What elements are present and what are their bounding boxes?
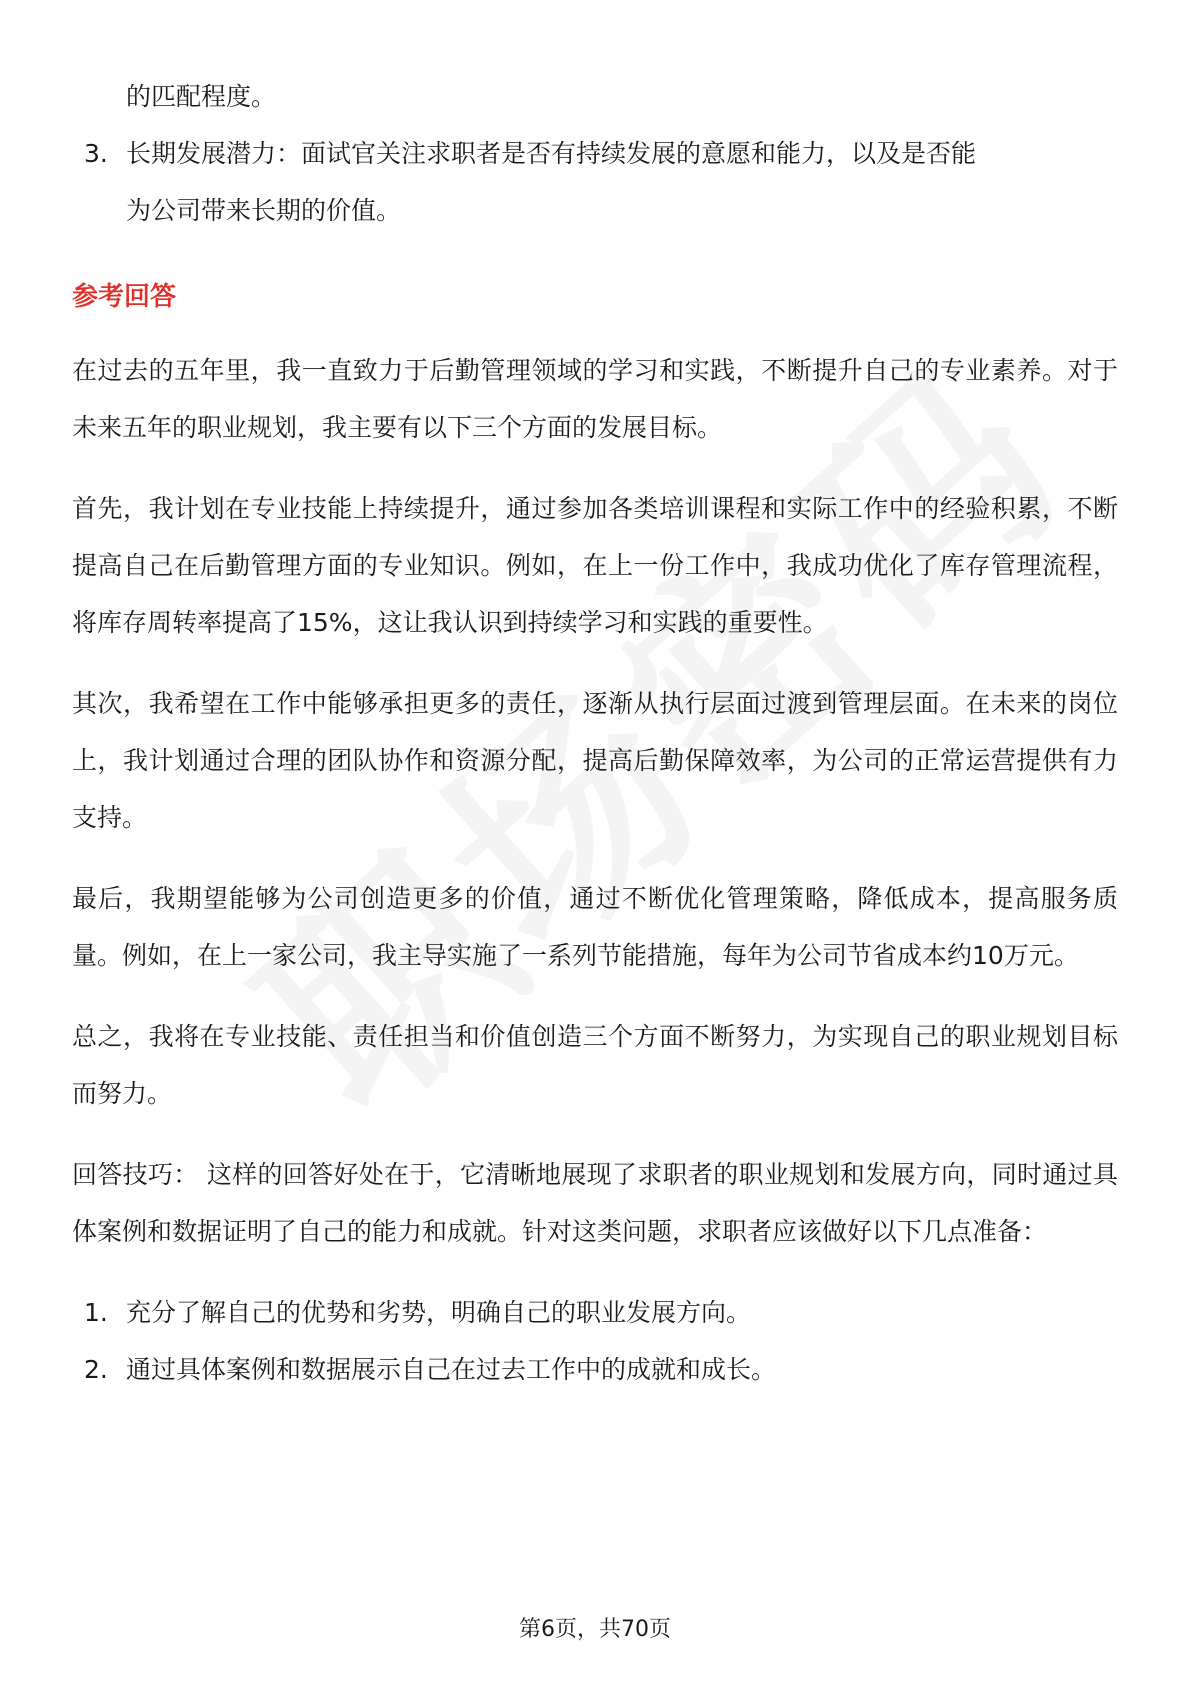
list-item-text: 通过具体案例和数据展示自己在过去工作中的成就和成长。 xyxy=(126,1355,777,1384)
paragraph-5: 总之，我将在专业技能、责任担当和价值创造三个方面不断努力，为实现自己的职业规划目标而努力。 xyxy=(72,1022,1118,1108)
list-item-text: 长期发展潜力：面试官关注求职者是否有持续发展的意愿和能力，以及是否能 xyxy=(126,139,977,168)
paragraph-3: 其次，我希望在工作中能够承担更多的责任，逐渐从执行层面过渡到管理层面。在未来的岗位上，我计划通过合理的团队协作和资源分配，提高后勤保障效率，为公司的正常运营提供有力支持。 xyxy=(72,689,1118,832)
list-number: 3. xyxy=(84,139,108,168)
list-item-continuation: 为公司带来长期的价值。 xyxy=(126,196,402,225)
list-item-text: 充分了解自己的优势和劣势，明确自己的职业发展方向。 xyxy=(126,1298,752,1327)
section-heading: 参考回答 xyxy=(72,282,177,312)
list-item-continuation: 的匹配程度。 xyxy=(126,82,277,111)
answer-tips-paragraph: 回答技巧： 这样的回答好处在于，它清晰地展现了求职者的职业规划和发展方向，同时通过具体案例和数据证明了自己的能力和成就。针对这类问题，求职者应该做好以下几点准备： xyxy=(72,1160,1118,1246)
list-number: 2. xyxy=(84,1355,108,1384)
paragraph-2: 首先，我计划在专业技能上持续提升，通过参加各类培训课程和实际工作中的经验积累，不断提高自己在后勤管理方面的专业知识。例如，在上一份工作中，我成功优化了库存管理流程，将库存周转率提高了15%，这让我认识到持续学习和实践的重要性。 xyxy=(72,494,1118,637)
page-footer: 第6页，共70页 xyxy=(519,1617,671,1642)
list-item-3 xyxy=(72,125,1118,182)
list-number: 1. xyxy=(84,1298,108,1327)
paragraph-4: 最后，我期望能够为公司创造更多的价值，通过不断优化管理策略，降低成本，提高服务质量。例如，在上一家公司，我主导实施了一系列节能措施，每年为公司节省成本约10万元。 xyxy=(72,884,1118,970)
tip-item-1 xyxy=(72,1284,1118,1341)
paragraph-1: 在过去的五年里，我一直致力于后勤管理领域的学习和实践，不断提升自己的专业素养。对于未来五年的职业规划，我主要有以下三个方面的发展目标。 xyxy=(72,356,1118,442)
page-content xyxy=(72,68,1118,1398)
tip-item-2 xyxy=(72,1341,1118,1398)
